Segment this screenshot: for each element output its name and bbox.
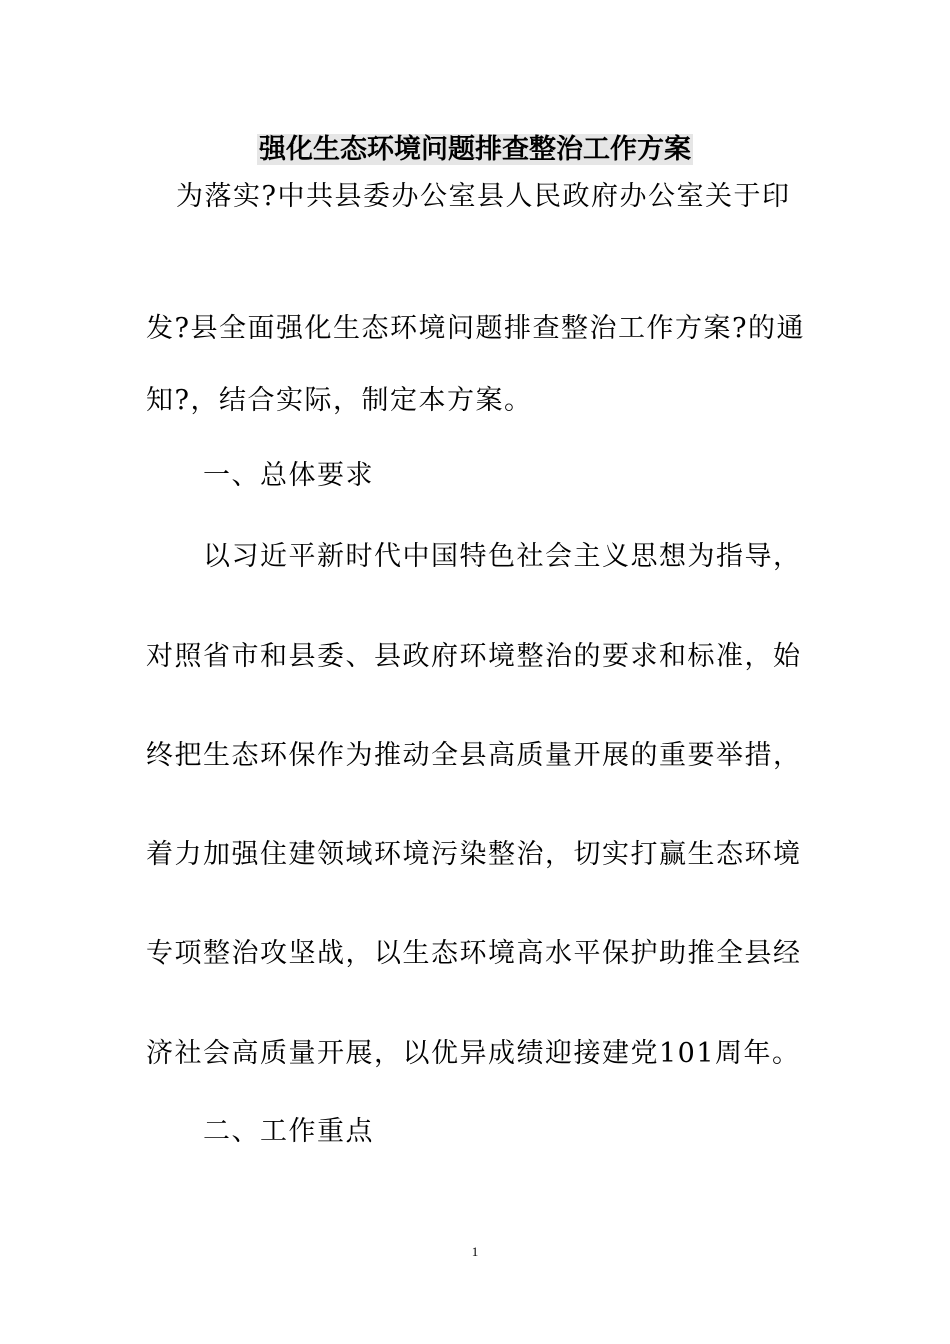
paragraph-line: 对照省市和县委、县政府环境整治的要求和标准，始 <box>146 641 802 672</box>
paragraph-line: 终把生态环保作为推动全县高质量开展的重要举措， <box>146 740 802 771</box>
paragraph-line: 为落实?中共县委办公室县人民政府办公室关于印 <box>176 181 791 212</box>
document-title <box>0 130 950 170</box>
section-heading: 二、工作重点 <box>203 1116 374 1147</box>
paragraph-line: 知?，结合实际，制定本方案。 <box>146 385 533 416</box>
paragraph-line: 发?县全面强化生态环境问题排查整治工作方案?的通 <box>146 313 805 344</box>
section-heading: 一、总体要求 <box>203 460 374 491</box>
paragraph-line: 着力加强住建领域环境污染整治，切实打赢生态环境 <box>146 839 802 870</box>
paragraph-line: 济社会高质量开展，以优异成绩迎接建党101周年。 <box>146 1038 801 1069</box>
paragraph-line: 以习近平新时代中国特色社会主义思想为指导， <box>203 541 802 572</box>
page-number: 1 <box>471 1244 479 1259</box>
document-title-text: 强化生态环境问题排查整治工作方案 <box>259 134 691 165</box>
paragraph-line: 专项整治攻坚战，以生态环境高水平保护助推全县经 <box>146 938 802 969</box>
